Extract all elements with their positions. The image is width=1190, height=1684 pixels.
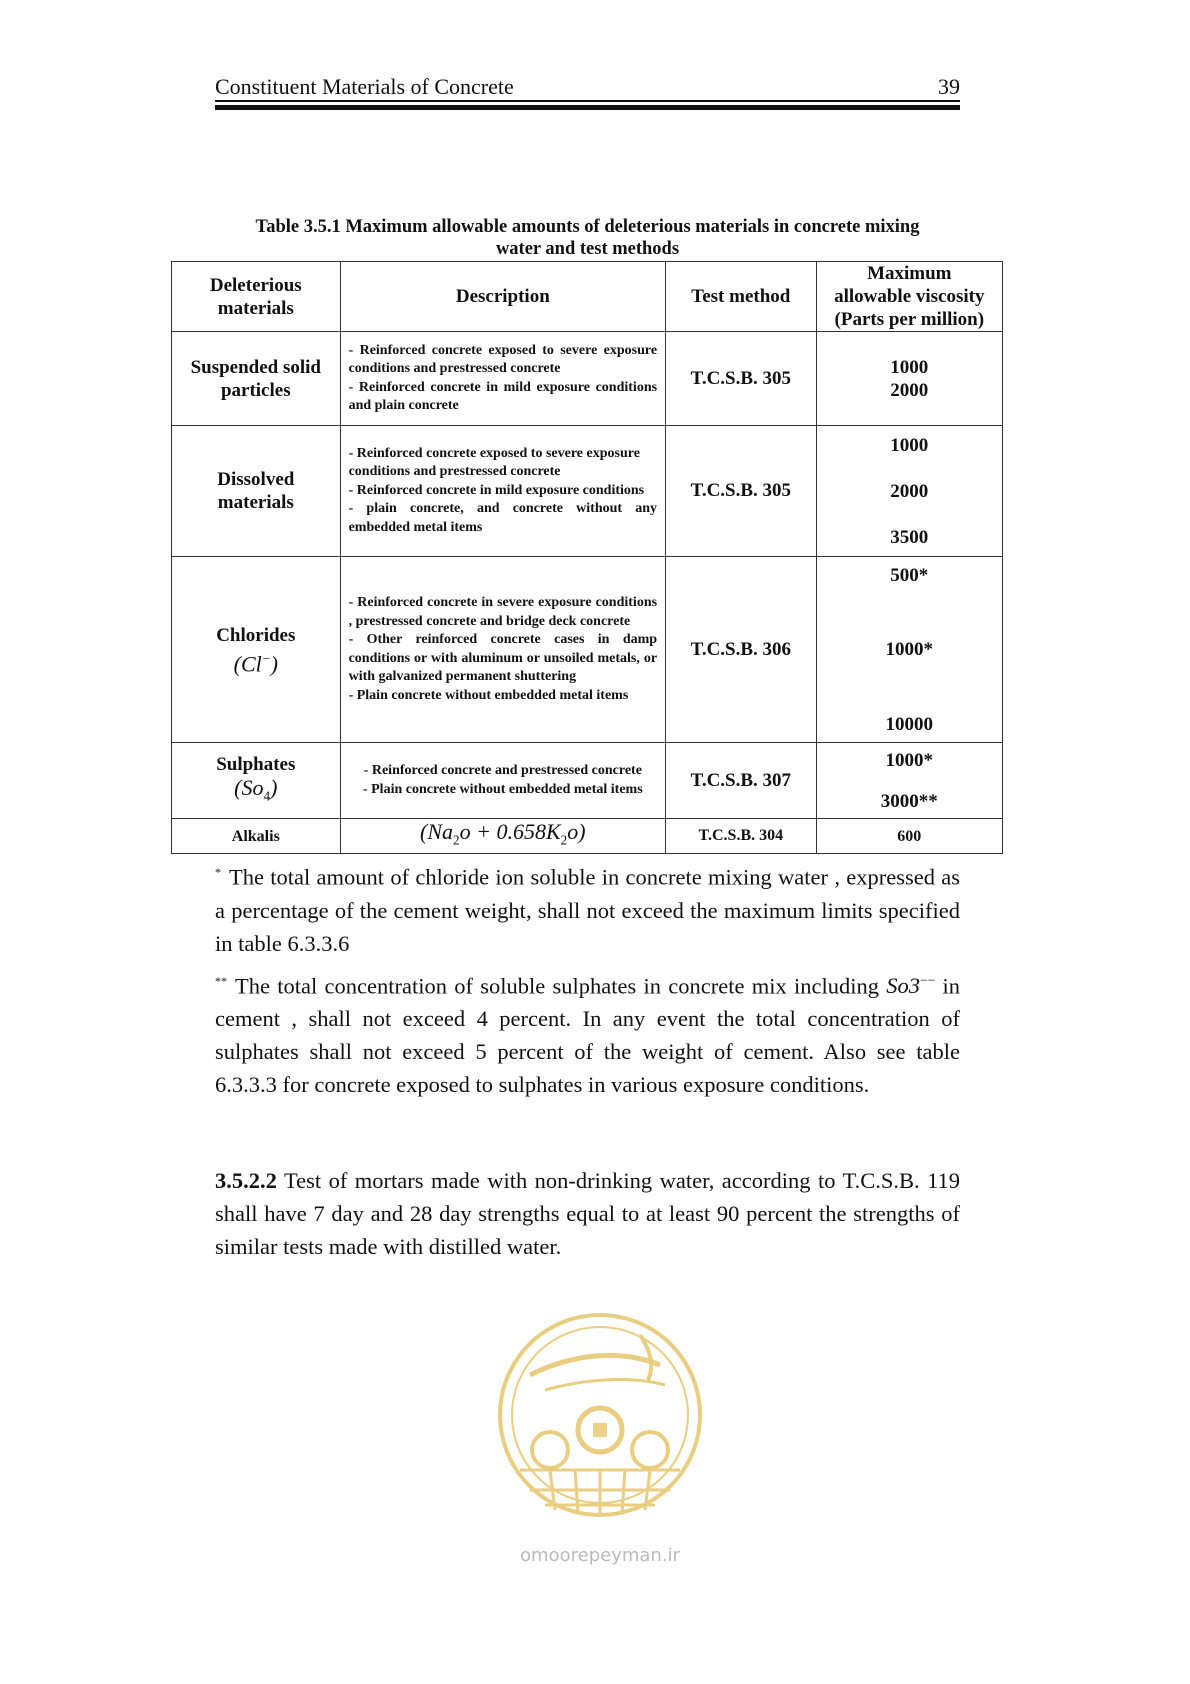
limit-value: 2000 [890,480,929,502]
table-caption [170,216,1005,260]
limit-value: 1000 [890,356,929,378]
table-row [172,332,1003,426]
formula-base: So [241,775,264,801]
table-header-row [172,262,1003,332]
sulphate-ion-formula: So3−− [886,972,936,998]
formula-subscript: 4 [263,788,271,804]
running-header [215,68,960,108]
footnote-mark: * [215,865,221,879]
sulphate-formula: $(So_4)$ [234,775,278,804]
limit-cell [816,557,1002,743]
limit-cell [816,332,1002,426]
limit-value: 1000 [890,434,929,456]
footnote-sulphates: ** The total concentration of soluble sulphates in concrete mix including So3−− in cement , shall not exceed 4 percent. In any event the total concentration of sulphates shall not exceed 5 percent of the weight of cement. Also see table 6.3.3.3 for concrete exposed to sulphates in various exposure conditions. [215,972,960,1097]
description-item: - plain concrete, and concrete without any embedded metal items [348,501,658,535]
material-cell [172,743,341,819]
formula-superscript: − [261,650,271,666]
material-name: Chlorides [216,624,296,646]
header-maximum-line2: allowable viscosity [834,286,985,307]
limit-cell [816,426,1002,557]
test-method-cell: T.C.S.B. 306 [666,557,817,743]
description-item: - Reinforced concrete and prestressed concrete [363,763,642,778]
section-3-5-2-2 [215,1164,960,1263]
material-cell: Alkalis [172,819,341,854]
formula-base: Cl [240,651,262,677]
table-row [172,743,1003,819]
table-row [172,819,1003,854]
test-method-cell: T.C.S.B. 305 [666,332,817,426]
footnote-chlorides: * The total amount of chloride ion soluble in concrete mixing water , expressed as a percentage of the cement weight, shall not exceed the maximum limits specified in table 6.3.3.6 [215,864,960,956]
description-item: - Reinforced concrete in severe exposure conditions , prestressed concrete and bridge deck concrete [348,595,658,629]
description-item: - Reinforced concrete exposed to severe exposure conditions and prestressed concrete [348,445,640,480]
material-cell: Dissolved materials [172,426,341,557]
footnotes [215,856,960,1101]
description-item: - Plain concrete without embedded metal items [348,687,629,703]
limit-cell [816,743,1002,819]
header-test-method: Test method [666,262,817,332]
header-rule-thin [215,100,960,102]
limit-value: 1000* [885,749,934,771]
limit-cell: 600 [816,819,1002,854]
test-method-cell: T.C.S.B. 304 [666,819,817,854]
limit-value: 2000 [890,379,929,401]
header-maximum-line1: Maximum [867,263,952,284]
header-maximum-line3: (Parts per million) [834,309,985,330]
test-method-cell: T.C.S.B. 307 [666,743,817,819]
material-cell [172,557,341,743]
limit-value: 10000 [885,713,934,735]
header-maximum [816,262,1002,332]
description-cell [340,332,665,426]
description-item: - Reinforced concrete in mild exposure conditions [348,482,645,498]
table-row [172,426,1003,557]
header-deleterious-materials: Deleterious materials [172,262,341,332]
description-item: - Other reinforced concrete cases in damp conditions or with aluminum or unsoiled metals, or with galvanized permanent shuttering [348,632,658,684]
limit-value: 1000* [885,639,934,660]
description-cell [340,557,665,743]
table-caption-line1: Table 3.5.1 Maximum allowable amounts of deleterious materials in concrete mixing [255,217,920,237]
limit-value: 3500 [890,526,929,548]
description-item: - Reinforced concrete in mild exposure conditions and plain concrete [348,379,658,413]
description-item: - Plain concrete without embedded metal items [362,781,643,797]
footnote-mark: ** [215,973,227,988]
limit-value: 3000** [880,790,938,812]
alkali-formula: $(Na_2o + 0.658K_2o)$ [420,818,586,847]
page-number: 39 [938,74,960,99]
table-caption-line2: water and test methods [495,239,680,259]
header-description: Description [340,262,665,332]
test-method-cell: T.C.S.B. 305 [666,426,817,557]
description-cell [340,819,665,854]
running-title: Constituent Materials of Concrete [215,74,514,99]
section-paragraph: 3.5.2.2 Test of mortars made with non-drinking water, according to T.C.S.B. 119 shall have 7 day and 28 day strengths equal to at least 90 percent the strengths of similar tests made with distilled water. [215,1168,961,1259]
section-number: 3.5.2.2 [215,1168,277,1193]
description-cell [340,743,665,819]
watermark-logo [490,1305,710,1585]
deleterious-materials-table [171,261,1003,854]
material-name: Sulphates [216,754,296,776]
watermark-site: omoorepeyman.ir [520,1545,680,1566]
description-cell [340,426,665,557]
material-cell: Suspended solid particles [172,332,341,426]
watermark-seal-icon [490,1305,710,1585]
chloride-formula: (Cl−) [233,650,278,677]
description-item: - Reinforced concrete exposed to severe exposure conditions and prestressed concrete [348,342,658,376]
table-row [172,557,1003,743]
limit-value: 500* [890,564,929,586]
header-rule-thick [215,105,960,110]
